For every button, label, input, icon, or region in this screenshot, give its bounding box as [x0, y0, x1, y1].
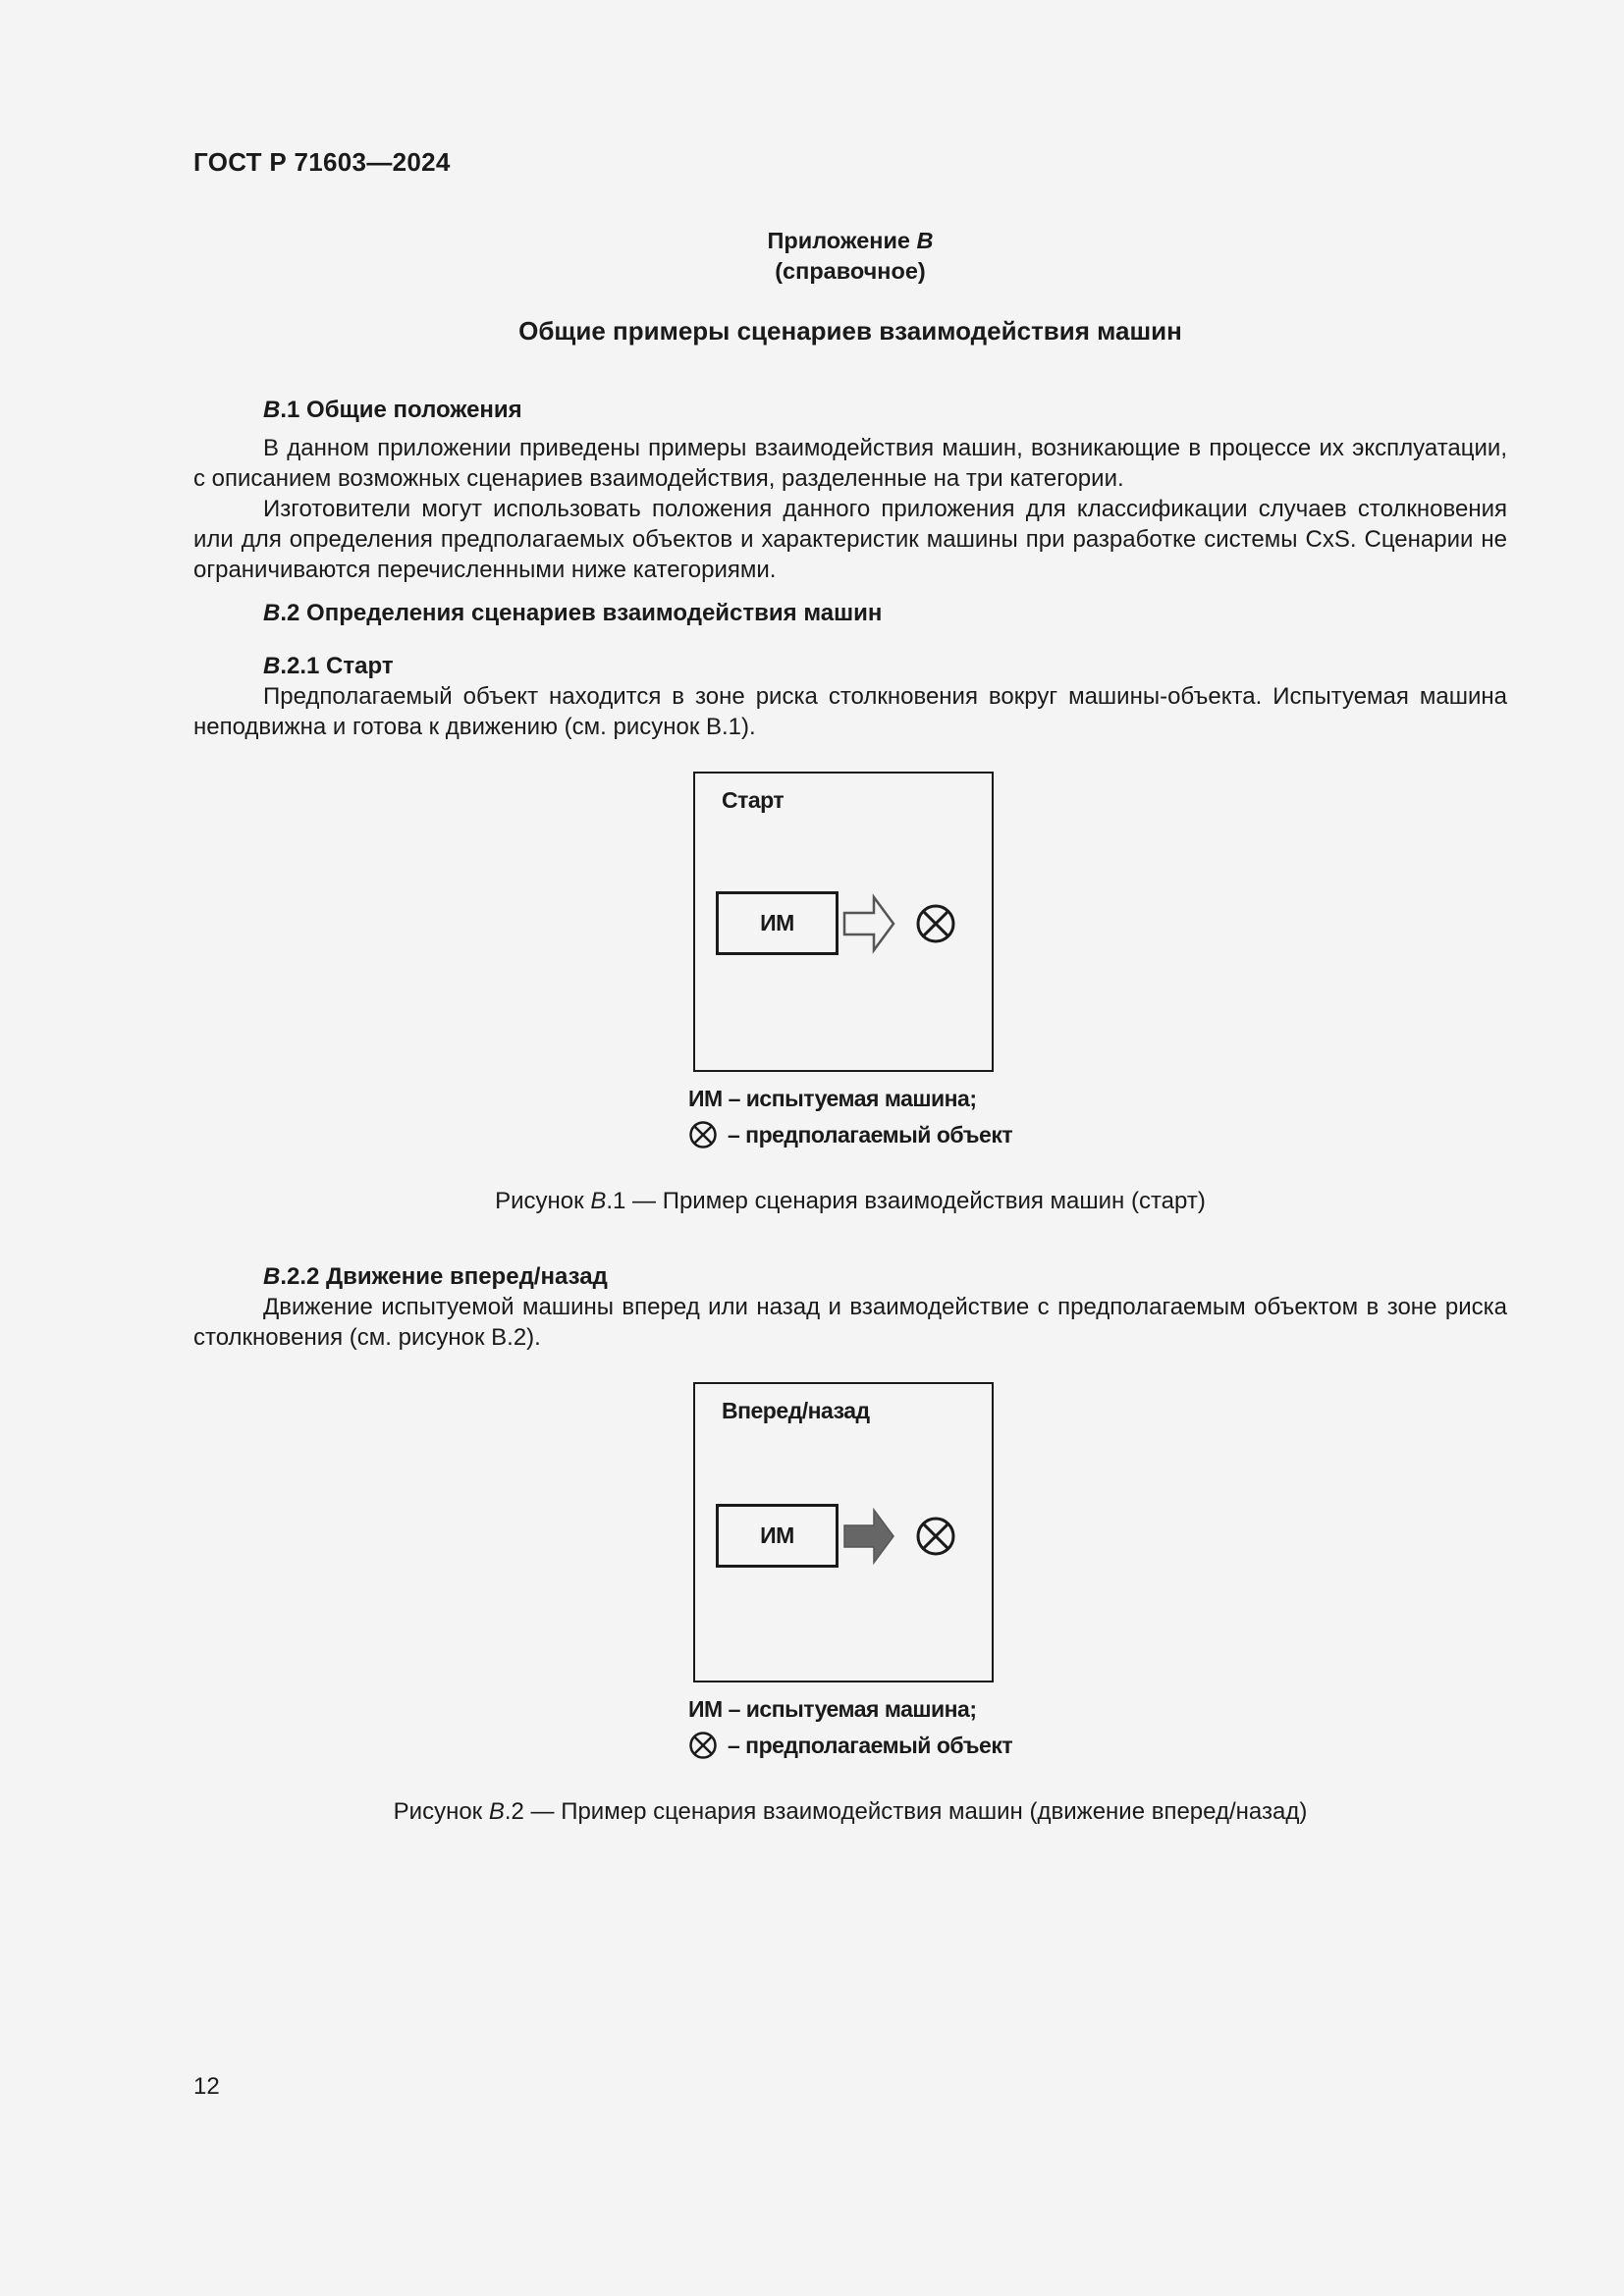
caption-letter: В [488, 1798, 505, 1825]
filled-arrow-icon [842, 1506, 897, 1567]
caption-prefix: Рисунок [393, 1798, 489, 1825]
section-title: Определения сценариев взаимодействия машин [299, 600, 883, 626]
legend-test-machine: ИМ – испытуемая машина; [688, 1696, 977, 1722]
section-heading-b22 [263, 1263, 608, 1291]
paragraph-forward-backward: Движение испытуемой машины вперед или назад и взаимодействие с предполагаемым объектом в зоне риска столкновения (см. рисунок В.2). [193, 1294, 1507, 1351]
caption-letter: В [590, 1188, 607, 1214]
annex-prefix: Приложение [767, 228, 917, 253]
section-heading-b21 [263, 653, 394, 680]
section-letter: В [263, 1263, 281, 1290]
section-heading-b2 [263, 600, 882, 627]
annex-type: (справочное) [775, 258, 926, 284]
paragraph-intro: В данном приложении приведены примеры взаимодействия машин, возникающие в процессе их эксплуатации, с описанием возможных сценариев взаимодействия, разделенные на три категории. [193, 435, 1507, 492]
annex-heading [193, 226, 1507, 287]
test-machine-box: ИМ [716, 891, 839, 955]
paragraph-manufacturers: Изготовители могут использовать положения данного приложения для классификации случаев столкновения или для определения предполагаемых объектов и характеристик машины при разработке системы CxS. Сценарии не ограничиваются перечисленными ниже категориями. [193, 496, 1507, 583]
section-number: .2 [280, 600, 300, 626]
section-letter: В [263, 397, 281, 423]
section-title: Общие положения [299, 397, 522, 423]
document-header: ГОСТ Р 71603—2024 [193, 147, 451, 177]
legend-test-machine: ИМ – испытуемая машина; [688, 1086, 977, 1111]
caption-text: .2 — Пример сценария взаимодействия машин (движение вперед/назад) [504, 1798, 1308, 1825]
outline-arrow-icon [842, 893, 897, 954]
caption-text: .1 — Пример сценария взаимодействия машин (старт) [606, 1188, 1206, 1214]
legend-object-text: – предполагаемый объект [728, 1732, 1013, 1758]
legend-assumed-object [688, 1731, 1012, 1760]
section-title: Движение вперед/назад [319, 1263, 608, 1290]
test-machine-box: ИМ [716, 1504, 839, 1568]
assumed-object-icon [915, 903, 956, 944]
figure-caption-b1 [193, 1188, 1507, 1215]
assumed-object-icon [688, 1120, 718, 1149]
section-heading-b1 [263, 397, 522, 424]
annex-letter: В [916, 228, 934, 253]
legend-object-text: – предполагаемый объект [728, 1121, 1013, 1148]
section-number: .2.1 [280, 653, 320, 679]
assumed-object-icon [688, 1731, 718, 1760]
section-letter: В [263, 600, 281, 626]
figure-caption-b2 [193, 1798, 1507, 1826]
paragraph-start-scenario: Предполагаемый объект находится в зоне риска столкновения вокруг машины-объекта. Испытуемая машина неподвижна и готова к движению (см. рисунок В.1). [193, 683, 1507, 740]
assumed-object-icon [915, 1516, 956, 1557]
section-title: Старт [319, 653, 394, 679]
figure-forward-backward-diagram [693, 1382, 994, 1682]
figure-label: Вперед/назад [722, 1398, 870, 1423]
figure-label: Старт [722, 787, 785, 813]
annex-title: Общие примеры сценариев взаимодействия машин [518, 316, 1182, 346]
section-number: .2.2 [280, 1263, 320, 1290]
figure-start-diagram [693, 772, 994, 1072]
section-number: .1 [280, 397, 300, 423]
legend-assumed-object [688, 1120, 1012, 1149]
page-number: 12 [193, 2073, 220, 2100]
caption-prefix: Рисунок [495, 1188, 591, 1214]
section-letter: В [263, 653, 281, 679]
